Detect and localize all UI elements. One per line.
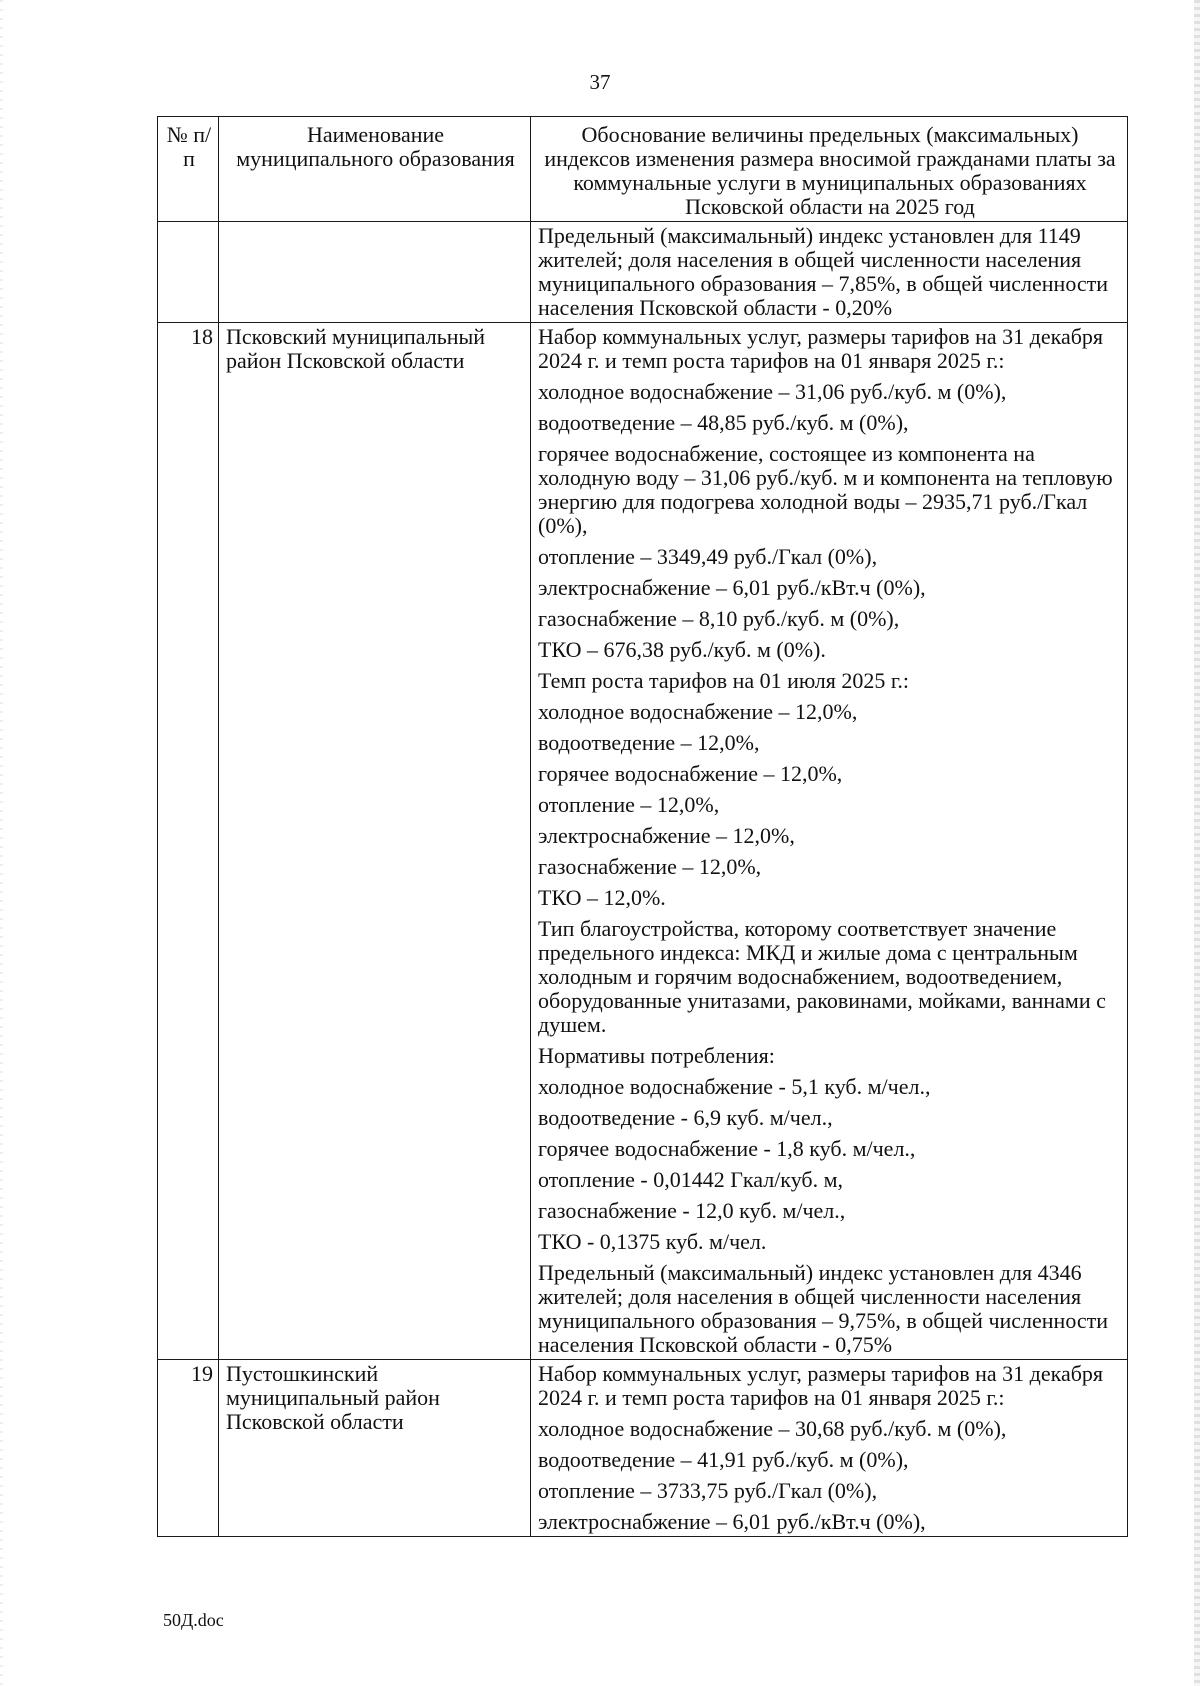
- justification-paragraph: ТКО – 676,38 руб./куб. м (0%).: [538, 637, 826, 662]
- justification-paragraph: отопление – 3733,75 руб./Гкал (0%),: [538, 1478, 878, 1503]
- justification-paragraph: Нормативы потребления:: [538, 1043, 775, 1068]
- justification-paragraph: газоснабжение – 8,10 руб./куб. м (0%),: [538, 606, 900, 631]
- justification-paragraph: отопление – 12,0%,: [538, 792, 720, 817]
- table-header-row: [158, 117, 1128, 222]
- municipality-name: [219, 222, 531, 323]
- justification-paragraph: отопление - 0,01442 Гкал/куб. м,: [538, 1167, 844, 1192]
- justification-paragraph: отопление – 3349,49 руб./Гкал (0%),: [538, 544, 878, 569]
- page-number: 37: [589, 70, 611, 94]
- justification-cell: [531, 323, 1128, 1360]
- justification-paragraph: электроснабжение – 12,0%,: [538, 823, 795, 848]
- justification-paragraph: водоотведение - 6,9 куб. м/чел.,: [538, 1105, 833, 1130]
- justification-paragraph: горячее водоснабжение - 1,8 куб. м/чел.,: [538, 1136, 916, 1161]
- justification-paragraph: Набор коммунальных услуг, размеры тарифов на 31 декабря 2024 г. и темп роста тарифов на 01 января 2025 г.:: [538, 324, 1104, 373]
- table-row-18: [158, 323, 1128, 1360]
- justification-paragraph: холодное водоснабжение - 5,1 куб. м/чел.,: [538, 1074, 931, 1099]
- justification-paragraph: Предельный (максимальный) индекс установлен для 4346 жителей; доля населения в общей численности населения муниципального образования – 9,75%, в общей численности населения Псковской области - 0,75%: [538, 1260, 1109, 1357]
- municipality-name: Псковский муниципальный район Псковской области: [219, 323, 531, 1360]
- table-row-continuation: [158, 222, 1128, 323]
- justification-paragraph: электроснабжение – 6,01 руб./кВт.ч (0%),: [538, 1509, 926, 1534]
- tariff-justification-table: [157, 116, 1128, 1537]
- header-justification: Обоснование величины предельных (максимальных) индексов изменения размера вносимой гражданами платы за коммунальные услуги в муниципальных образованиях Псковской области на 2025 год: [531, 117, 1128, 222]
- row-number: [158, 222, 219, 323]
- justification-paragraph: ТКО - 0,1375 куб. м/чел.: [538, 1229, 767, 1254]
- justification-paragraph: газоснабжение - 12,0 куб. м/чел.,: [538, 1198, 846, 1223]
- justification-paragraph: Темп роста тарифов на 01 июля 2025 г.:: [538, 668, 910, 693]
- justification-paragraph: водоотведение – 48,85 руб./куб. м (0%),: [538, 410, 909, 435]
- justification-paragraph: электроснабжение – 6,01 руб./кВт.ч (0%),: [538, 575, 926, 600]
- justification-paragraph: водоотведение – 41,91 руб./куб. м (0%),: [538, 1447, 909, 1472]
- justification-paragraph: холодное водоснабжение – 12,0%,: [538, 699, 858, 724]
- municipality-name: Пустошкинский муниципальный район Псковской области: [219, 1360, 531, 1537]
- row-number: 18: [158, 323, 219, 1360]
- justification-paragraph: горячее водоснабжение, состоящее из компонента на холодную воду – 31,06 руб./куб. м и компонента на тепловую энергию для подогрева холодной воды – 2935,71 руб./Гкал (0%),: [538, 441, 1113, 538]
- justification-paragraph: ТКО – 12,0%.: [538, 885, 666, 910]
- justification-paragraph: газоснабжение – 12,0%,: [538, 854, 762, 879]
- row-number: 19: [158, 1360, 219, 1537]
- scan-edge-right: [1194, 0, 1200, 1686]
- scan-edge-left: [0, 0, 3, 1686]
- header-number: № п/п: [158, 117, 219, 222]
- table-row-19: [158, 1360, 1128, 1537]
- justification-paragraph: Набор коммунальных услуг, размеры тарифов на 31 декабря 2024 г. и темп роста тарифов на 01 января 2025 г.:: [538, 1361, 1104, 1410]
- justification-paragraph: водоотведение – 12,0%,: [538, 730, 760, 755]
- footer-filename: 50Д.doc: [163, 1610, 224, 1630]
- justification-text: Предельный (максимальный) индекс установлен для 1149 жителей; доля населения в общей численности населения муниципального образования – 7,85%, в общей численности населения Псковской области - 0,20%: [531, 222, 1128, 323]
- justification-cell: [531, 1360, 1128, 1537]
- justification-paragraph: горячее водоснабжение – 12,0%,: [538, 761, 843, 786]
- justification-paragraph: Тип благоустройства, которому соответствует значение предельного индекса: МКД и жилые дома с центральным холодным и горячим водоснабжением, водоотведением, оборудованные унитазами, раковинами, мойками, ваннами с душем.: [538, 916, 1106, 1037]
- justification-paragraph: холодное водоснабжение – 31,06 руб./куб. м (0%),: [538, 379, 1007, 404]
- header-municipality-name: Наименование муниципального образования: [219, 117, 531, 222]
- justification-paragraph: холодное водоснабжение – 30,68 руб./куб. м (0%),: [538, 1416, 1007, 1441]
